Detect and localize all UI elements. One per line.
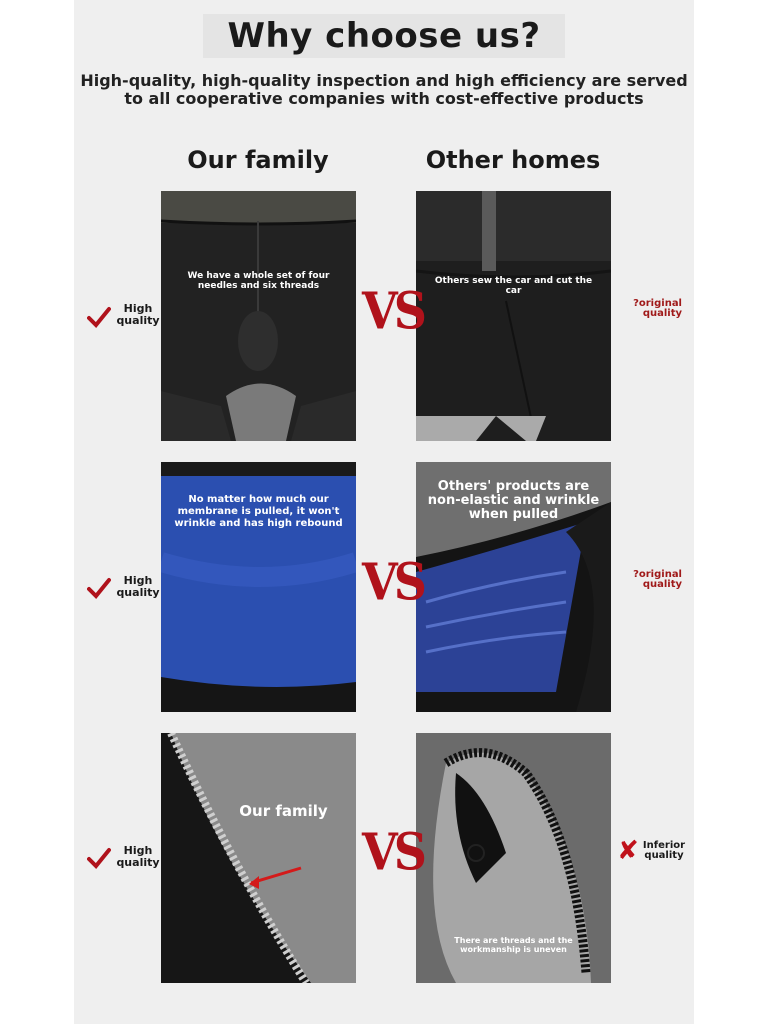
caption-our-family: Our family [239, 802, 328, 820]
column-head-our-family: Our family [187, 146, 329, 174]
page-subtitle: High-quality, high-quality inspection and high efficiency are served to all cooperative companies with cost-effective products [80, 71, 688, 108]
photo-other-stitching-art [416, 191, 611, 441]
caption-membrane: No matter how much our membrane is pulled, it won't wrinkle and has high rebound [174, 494, 343, 529]
row3-left-quality: High quality [116, 844, 160, 869]
check-icon [87, 846, 111, 870]
caption-four-needles: We have a whole set of four needles and six threads [187, 271, 330, 291]
photo-our-stitching-art [161, 191, 356, 441]
row1-right-quality: ?original quality [633, 298, 682, 319]
caption-uneven: There are threads and the workmanship is uneven [454, 936, 573, 954]
photo-other-stitching [416, 191, 611, 441]
photo-our-seam-art [161, 733, 356, 983]
check-icon [87, 576, 111, 600]
caption-non-elastic: Others' products are non-elastic and wrinkle when pulled [427, 479, 600, 522]
cross-icon: ✘ [617, 836, 639, 866]
photo-our-membrane [161, 462, 356, 712]
column-head-other-homes: Other homes [425, 146, 601, 174]
caption-sew-cut: Others sew the car and cut the car [434, 276, 593, 296]
row2-left-quality: High quality [116, 574, 160, 599]
check-icon [87, 305, 111, 329]
row3-right-quality: Inferior quality [642, 840, 686, 861]
row2-right-quality: ?original quality [633, 569, 682, 590]
photo-other-membrane [416, 462, 611, 712]
vs-label-row1: VS [362, 281, 423, 341]
photo-other-seam [416, 733, 611, 983]
photo-our-seam [161, 733, 356, 983]
page-title: Why choose us? [203, 14, 564, 58]
row1-left-quality: High quality [116, 302, 160, 327]
vs-label-row2: VS [362, 552, 423, 612]
photo-our-stitching [161, 191, 356, 441]
vs-label-row3: VS [362, 822, 423, 882]
title-wrap [0, 14, 768, 58]
